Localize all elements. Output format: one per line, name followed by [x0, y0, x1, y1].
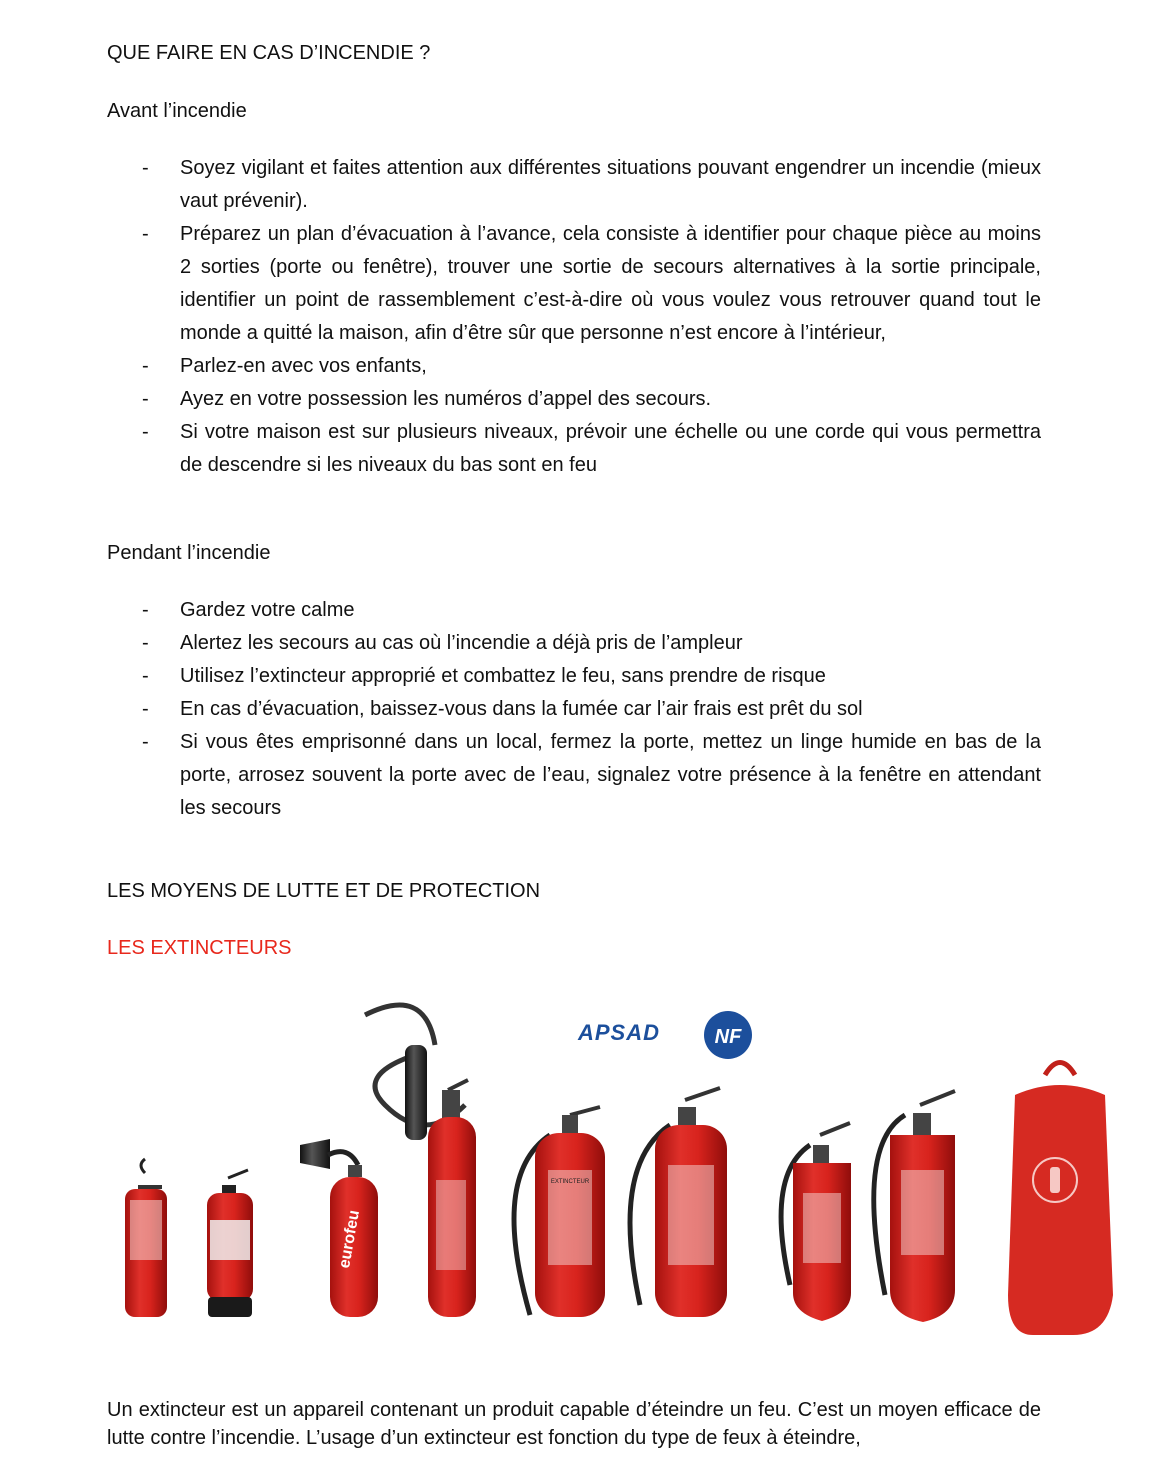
- extinguisher-rounded-2: [874, 1091, 955, 1322]
- during-fire-list: [107, 594, 1041, 825]
- list-item: - Soyez vigilant et faites attention aux différentes situations pouvant engendrer un incendie (mieux vaut prévenir).: [142, 157, 1041, 212]
- subsection-heading-extinguishers: LES EXTINCTEURS: [107, 937, 292, 959]
- list-item: - Ayez en votre possession les numéros d’appel des secours.: [142, 388, 712, 410]
- extinguisher-6l-1: [514, 1107, 605, 1317]
- nf-service-logo: [704, 1011, 752, 1059]
- extinguisher-rounded-1: [781, 1123, 851, 1321]
- apsad-logo: [577, 1020, 660, 1045]
- heading-during-fire: Pendant l’incendie: [107, 542, 271, 564]
- extinguisher-6l-2: [630, 1088, 727, 1317]
- extinguisher-cover-bag: [1008, 1063, 1113, 1336]
- list-item: - Préparez un plan d’évacuation à l’avance, cela consiste à identifier pour chaque pièce au moins 2 sorties (porte ou fenêtre), trouver une sortie de secours alternatives à la sortie principale, identifier un point de rassemblement c’est-à-dire où vous voulez vous retrouver quand tout le monde a quitté la maison, afin d’être sûr que personne n’est encore à l’intérieur,: [142, 223, 1041, 344]
- list-item: - Gardez votre calme: [142, 599, 355, 621]
- extinguisher-co2: [365, 1005, 476, 1317]
- heading-before-fire: Avant l’incendie: [107, 100, 247, 122]
- list-item: - Si vous êtes emprisonné dans un local, fermez la porte, mettez un linge humide en bas de la porte, arrosez souvent la porte avec de l’eau, signalez votre présence à la fenêtre en attendant les secours: [142, 731, 1041, 819]
- section-heading-means: LES MOYENS DE LUTTE ET DE PROTECTION: [107, 880, 541, 902]
- extinguisher-small-2: [207, 1170, 253, 1317]
- extinguisher-small-1: [125, 1159, 167, 1317]
- svg-text:EXTINCTEUR: EXTINCTEUR: [550, 1179, 590, 1185]
- list-item: - Alertez les secours au cas où l’incendie a déjà pris de l’ampleur: [142, 632, 743, 654]
- svg-text:eurofeu: eurofeu: [336, 1208, 364, 1270]
- list-item: - En cas d’évacuation, baissez-vous dans la fumée car l’air frais est prêt du sol: [142, 698, 863, 720]
- list-item: - Parlez-en avec vos enfants,: [142, 355, 427, 377]
- extinguisher-eurofeu: [300, 1139, 378, 1317]
- list-item: - Si votre maison est sur plusieurs niveaux, prévoir une échelle ou une corde qui vous permettra de descendre si les niveaux du bas sont en feu: [142, 421, 1041, 476]
- extinguisher-paragraph: Un extincteur est un appareil contenant un produit capable d’éteindre un feu. C’est un moyen efficace de lutte contre l’incendie. L’usage d’un extincteur est fonction du type de feux à éteindre,: [107, 1399, 1041, 1449]
- list-item: - Utilisez l’extincteur approprié et combattez le feu, sans prendre de risque: [142, 665, 826, 687]
- before-fire-list: [107, 152, 1041, 482]
- extinguishers-illustration: [110, 995, 1120, 1355]
- svg-text:NF: NF: [714, 1026, 742, 1048]
- page-title: QUE FAIRE EN CAS D’INCENDIE ?: [107, 42, 431, 64]
- svg-text:APSAD: APSAD: [578, 1020, 661, 1045]
